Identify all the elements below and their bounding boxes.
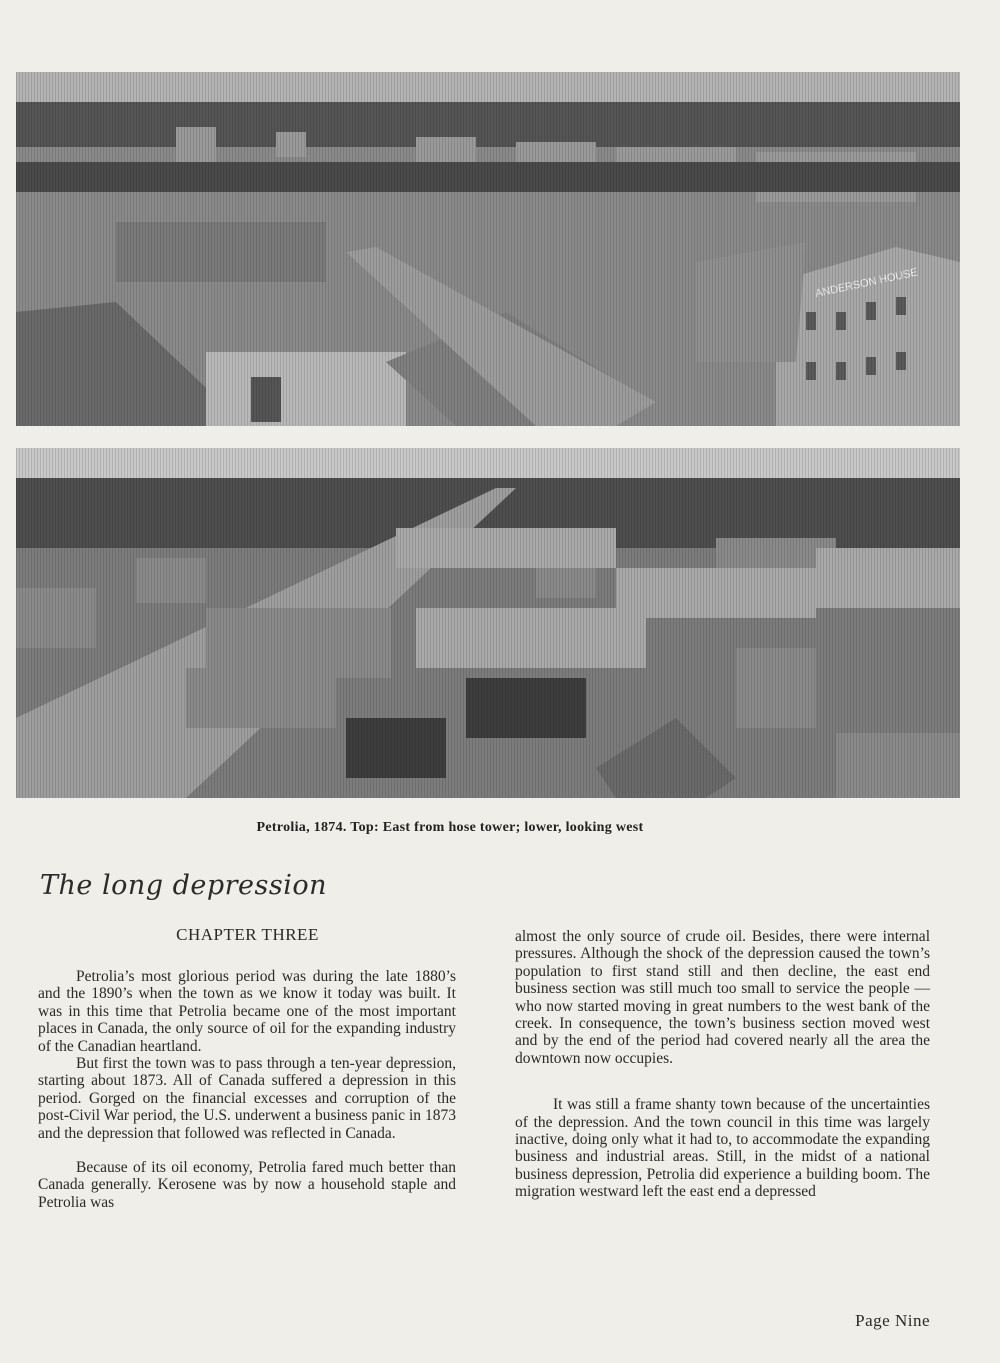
photo-east-from-hose-tower bbox=[16, 72, 960, 426]
paragraph: But first the town was to pass through a ten-year depression, starting about 1873. All of Canada suffered a depression in this period. Gorged on the financial excesses and corruption of the post-Civil War period, the U.S. underwent a business panic in 1873 and the depression that followed was reflected in Canada. bbox=[38, 1055, 456, 1142]
chapter-heading: CHAPTER THREE bbox=[176, 925, 319, 944]
paragraph: Because of its oil economy, Petrolia fared much better than Canada generally. Kerosene was by now a household staple and Petrolia was bbox=[38, 1159, 456, 1211]
article-title: The long depression bbox=[40, 870, 328, 901]
paragraph: Petrolia’s most glorious period was during the late 1880’s and the 1890’s when the town as we know it today was built. It was in this time that Petrolia became one of the most important places in Canada, the only source of oil for the expanding industry of the Canadian heartland. bbox=[38, 968, 456, 1055]
left-column bbox=[38, 968, 456, 1211]
photo-looking-west bbox=[16, 448, 960, 798]
right-column bbox=[515, 928, 930, 1201]
paragraph: almost the only source of crude oil. Besides, there were internal pressures. Although the shock of the depression caused the town’s population to first stand still and then decline, the east end business section was still much too small to service the people — who now started moving in great numbers to the west bank of the creek. In consequence, the town’s business section moved west and by the end of the period had covered nearly all the area the downtown now occupies. bbox=[515, 928, 930, 1067]
photo-caption: Petrolia, 1874. Top: East from hose tower; lower, looking west bbox=[256, 820, 644, 835]
page-number: Page Nine bbox=[855, 1311, 930, 1330]
paragraph: It was still a frame shanty town because of the uncertainties of the depression. And the town council in this time was largely inactive, doing only what it had to, to accommodate the expanding business and industrial areas. Still, in the midst of a national business depression, Petrolia did experience a building boom. The migration westward left the east end a depressed bbox=[515, 1096, 930, 1201]
